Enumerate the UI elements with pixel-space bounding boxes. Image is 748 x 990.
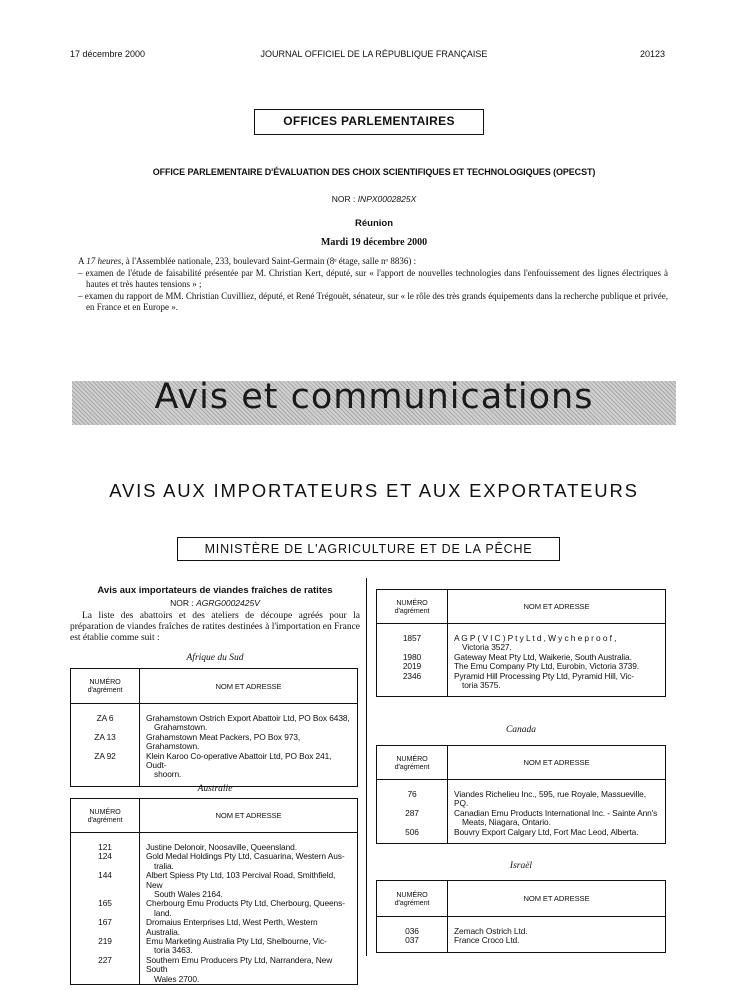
row-name	[140, 937, 358, 956]
row-name: Bouvry Export Calgary Ltd, Fort Mac Leod, Alberta.	[454, 826, 639, 837]
row-name-text: Cherbourg Emu Products Pty Ltd, Cherbourg, Queens-	[146, 898, 345, 909]
row-number: ZA 92	[71, 752, 140, 780]
row-name	[140, 752, 358, 780]
header-nom: NOM ET ADRESSE	[448, 881, 666, 917]
table-row	[377, 927, 666, 936]
row-name	[140, 852, 358, 871]
row-number: 144	[71, 871, 140, 899]
header-nom: NOM ET ADRESSE	[448, 746, 666, 780]
row-name: Gateway Meat Pty Ltd, Waikerie, South Australia.	[454, 651, 632, 662]
header-nom: NOM ET ADRESSE	[448, 590, 666, 624]
row-number: 219	[71, 937, 140, 956]
row-number: 1857	[377, 634, 448, 653]
row-name-cont: Meats, Niagara, Ontario.	[462, 817, 551, 828]
row-name-cont: tralia.	[154, 860, 174, 871]
table-row	[377, 672, 666, 691]
row-name-cont: toria 3463.	[154, 945, 193, 956]
header-nom: NOM ET ADRESSE	[140, 799, 358, 833]
header-numero-line1: NUMÉRO	[89, 677, 121, 686]
row-name: The Emu Company Pty Ltd, Eurobin, Victoria 3739.	[454, 661, 639, 672]
row-number: 506	[377, 828, 448, 837]
row-number: 121	[71, 843, 140, 852]
agenda-item-1: – examen de l'étude de faisabilité présentée par M. Christian Kert, député, sur « l'apport de nouvelles technologies dans l'enfouissement des lignes électriques à hautes et très hautes tensions » ;	[78, 267, 668, 289]
table-row	[71, 899, 358, 918]
table-row	[71, 956, 358, 985]
row-name	[448, 809, 666, 828]
row-name-cont: land.	[154, 907, 172, 918]
row-name-text: Southern Emu Producers Pty Ltd, Narrandera, New South	[146, 954, 333, 975]
header-numero	[377, 881, 448, 917]
table-header-row	[377, 590, 666, 624]
header-numero	[71, 799, 140, 833]
row-name-cont: Wales 2700.	[154, 973, 200, 984]
row-name	[448, 634, 666, 653]
table-row	[71, 733, 358, 752]
row-number: 227	[71, 956, 140, 985]
office-title: OFFICE PARLEMENTAIRE D'ÉVALUATION DES CHOIX SCIENTIFIQUES ET TECHNOLOGIQUES (OPECST)	[152, 167, 596, 177]
header-numero	[71, 669, 140, 704]
page-number: 20123	[640, 49, 666, 59]
row-name	[140, 956, 358, 985]
caption-canada: Canada	[505, 725, 537, 735]
row-name-text: Klein Karoo Co-operative Abattoir Ltd, PO Box 241, Oudt-	[146, 750, 332, 771]
row-name-cont: Victoria 3527.	[462, 642, 512, 653]
row-name: France Croco Ltd.	[454, 935, 520, 946]
time-value: 17 heures	[86, 256, 122, 266]
reunion-time-line	[78, 256, 668, 268]
row-number: 037	[377, 936, 448, 945]
row-number: 124	[71, 852, 140, 871]
row-number: 76	[377, 790, 448, 809]
spacer-row	[377, 837, 666, 844]
row-name	[140, 871, 358, 899]
caption-australie: Australie	[197, 784, 233, 794]
offices-box-title: OFFICES PARLEMENTAIRES	[254, 109, 484, 135]
reunion-agenda	[78, 256, 668, 314]
row-name-text: Pyramid Hill Processing Pty Ltd, Pyramid Hill, Vic-	[454, 670, 634, 681]
table-row	[71, 918, 358, 937]
table-row	[377, 828, 666, 837]
spacer-row	[377, 946, 666, 953]
spacer-row	[377, 690, 666, 697]
table-header-row	[71, 799, 358, 833]
table-row	[71, 752, 358, 780]
time-prefix: A	[78, 256, 87, 266]
header-numero-line1: NUMÉRO	[396, 753, 428, 763]
avis-nor-label: NOR :	[170, 598, 197, 608]
time-location: , à l'Assemblée nationale, 233, boulevard Saint-Germain (8ᵉ étage, salle nᵒ 8836) :	[121, 256, 417, 266]
header-numero-line1: NUMÉRO	[89, 806, 121, 816]
nor-code: INPX0002825X	[357, 194, 417, 204]
row-number: 165	[71, 899, 140, 918]
reunion-date: Mardi 19 décembre 2000	[320, 237, 428, 248]
table-row	[71, 714, 358, 733]
header-date: 17 décembre 2000	[70, 49, 146, 59]
table-row	[71, 852, 358, 871]
row-name-cont: shoorn.	[154, 769, 182, 780]
row-number: 2346	[377, 672, 448, 691]
caption-afrique-du-sud: Afrique du Sud	[186, 653, 244, 663]
header-numero	[377, 746, 448, 780]
column-divider	[366, 578, 367, 956]
avis-nor-code: AGRG0002425V	[196, 598, 260, 608]
row-number: 2019	[377, 662, 448, 671]
reunion-heading: Réunion	[355, 218, 393, 229]
header-numero-line1: NUMÉRO	[396, 889, 428, 899]
header-numero-line2: d'agrément	[87, 814, 123, 824]
row-name-text: Gold Medal Holdings Pty Ltd, Casuarina, Western Aus-	[146, 851, 345, 862]
row-name	[140, 899, 358, 918]
row-number: 167	[71, 918, 140, 937]
row-name	[140, 714, 358, 733]
table-row	[71, 871, 358, 899]
row-number: 287	[377, 809, 448, 828]
avis-text: La liste des abattoirs et des ateliers de découpe agréés pour la préparation de viandes fraîches de ratites destinées à l'importation en France est établie comme suit :	[70, 611, 360, 643]
section-title: AVIS AUX IMPORTATEURS ET AUX EXPORTATEURS	[109, 480, 639, 501]
table-row	[377, 809, 666, 828]
row-name-text: A G P ( V I C ) P t y L t d , W y c h e p r o o f ,	[454, 633, 617, 643]
row-name: Grahamstown Meat Packers, PO Box 973, Grahamstown.	[146, 731, 301, 752]
table-header-row	[377, 746, 666, 780]
table-header-row	[71, 669, 358, 704]
header-numero-line1: NUMÉRO	[396, 597, 428, 607]
row-name: Justine Delonoir, Noosaville, Queensland.	[146, 842, 297, 852]
table-australie-suite	[376, 589, 666, 697]
row-name-cont: toria 3575.	[462, 680, 501, 691]
table-row	[377, 936, 666, 945]
table-row	[71, 937, 358, 956]
table-afrique-du-sud	[70, 668, 358, 787]
avis-nor	[70, 598, 360, 608]
table-canada	[376, 745, 666, 844]
row-name-text: Emu Marketing Australia Pty Ltd, Shelbourne, Vic-	[146, 936, 327, 947]
header-numero-line2: d'agrément	[394, 605, 430, 615]
agenda-item-2: – examen du rapport de MM. Christian Cuvilliez, député, et René Trégouët, sénateur, sur « le rôle des très grands équipements dans la recherche publique et privée, en France et en Europe ».	[78, 290, 668, 312]
banner-title: Avis et communications	[154, 381, 594, 417]
row-name	[448, 672, 666, 691]
table-header-row	[377, 881, 666, 917]
header-numero-line2: d'agrément	[87, 685, 123, 694]
ministry-box: MINISTÈRE DE L'AGRICULTURE ET DE LA PÊCHE	[177, 537, 560, 561]
row-name-text: Albert Spiess Pty Ltd, 103 Percival Road, Smithfield, New	[146, 870, 336, 890]
row-number: ZA 13	[71, 733, 140, 752]
journal-title: JOURNAL OFFICIEL DE LA RÉPUBLIQUE FRANÇAISE	[260, 49, 488, 59]
row-name: Viandes Richelieu Inc., 595, rue Royale, Massueville, PQ.	[454, 789, 646, 809]
avis-banner	[72, 381, 676, 425]
header-numero	[377, 590, 448, 624]
row-name-cont: Grahamstown.	[154, 722, 208, 733]
office-nor	[0, 194, 748, 204]
header-nom: NOM ET ADRESSE	[140, 669, 358, 704]
row-name-text: Canadian Emu Products International Inc. - Sainte Ann's	[454, 807, 658, 818]
row-number: 1980	[377, 653, 448, 662]
header-numero-line2: d'agrément	[394, 897, 430, 907]
table-australie	[70, 798, 358, 985]
row-name: Zemach Ostrich Ltd.	[454, 926, 528, 936]
header-numero-line2: d'agrément	[394, 761, 430, 771]
table-row	[377, 634, 666, 653]
row-number: 036	[377, 927, 448, 936]
row-name-cont: South Wales 2164.	[154, 889, 223, 900]
table-row	[377, 790, 666, 809]
row-name-text: Grahamstown Ostrich Export Abattoir Ltd, PO Box 6438,	[146, 713, 350, 723]
row-name: Dromaius Enterprises Ltd, West Perth, Western Australia.	[146, 917, 318, 937]
row-number: ZA 6	[71, 714, 140, 733]
caption-israel: Israël	[509, 861, 533, 871]
avis-title: Avis aux importateurs de viandes fraîches de ratites	[97, 585, 333, 596]
table-israel	[376, 880, 666, 953]
nor-label: NOR :	[331, 194, 358, 204]
